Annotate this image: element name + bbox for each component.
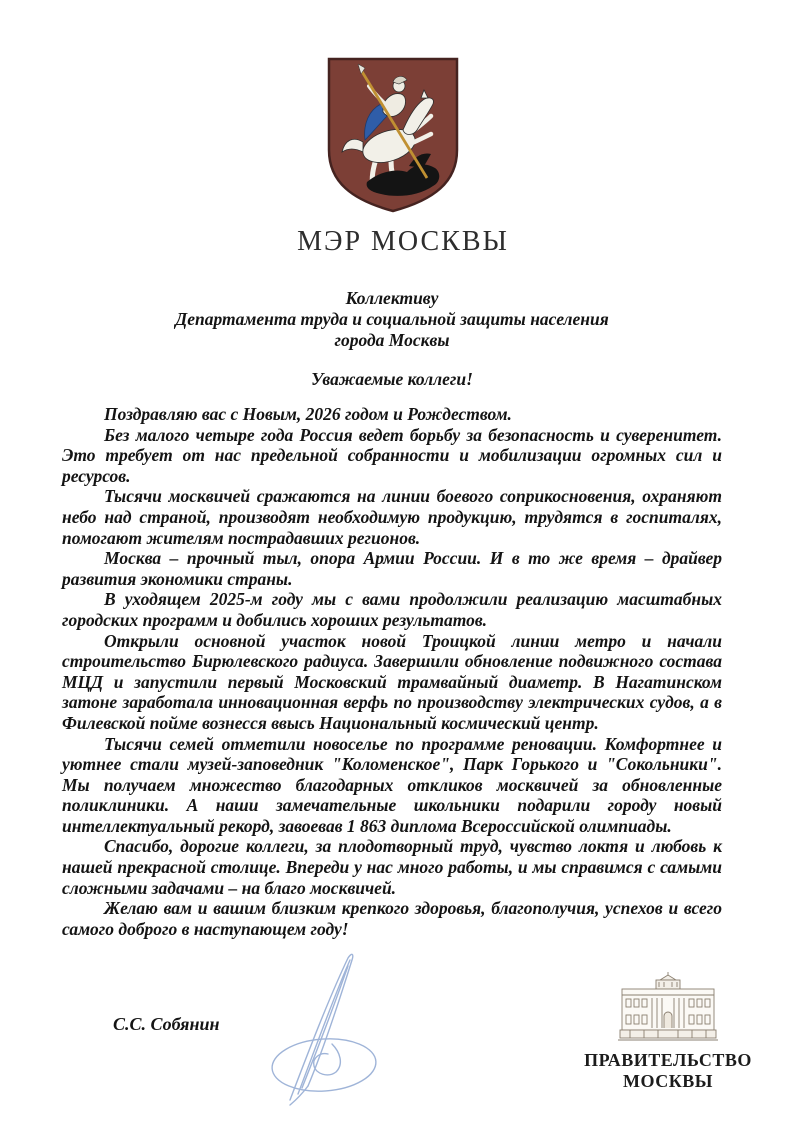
sender-title: МЭР МОСКВЫ: [297, 226, 509, 257]
body-paragraph: Поздравляю вас с Новым, 2026 годом и Рождеством.: [104, 404, 512, 424]
signature-name: С.С. Собянин: [113, 1014, 220, 1034]
org-name-line2: МОСКВЫ: [623, 1071, 713, 1091]
addressee-line: Департамента труда и социальной защиты населения: [175, 309, 609, 329]
org-name-line1: ПРАВИТЕЛЬСТВО: [584, 1050, 752, 1070]
moscow-coat-of-arms-icon: [325, 56, 461, 214]
body-paragraph: Открыли основной участок новой Троицкой линии метро и начали строительство Бирюлевского радиуса. Завершили обновление подвижного состава МЦД и запустили первый Московский трамвайный диаметр. В Нагатинском затоне заработала инновационная верфь по производству электрических судов, а в Филевской пойме вознесся ввысь Национальный космический центр.: [62, 630, 722, 733]
addressee-line: города Москвы: [334, 330, 450, 350]
body-paragraph: В уходящем 2025-м году мы с вами продолжили реализацию масштабных городских программ и добились хороших результатов.: [62, 589, 722, 630]
addressee-line: Коллективу: [345, 288, 439, 308]
body-paragraph: Тысячи москвичей сражаются на линии боевого соприкосновения, охраняют небо над страной, производят необходимую продукцию, трудятся в госпиталях, помогают жителям пострадавших регионов.: [62, 486, 722, 548]
government-logo: [568, 972, 768, 1092]
government-building-icon: [616, 972, 720, 1050]
body-paragraph: Спасибо, дорогие коллеги, за плодотворный труд, чувство локтя и любовь к нашей прекрасной столице. Впереди у нас много работы, и мы справимся с самыми сложными задачами – на благо москвичей.: [62, 836, 722, 898]
salutation: Уважаемые коллеги!: [311, 369, 473, 389]
body-paragraph: Москва – прочный тыл, опора Армии России. И в то же время – драйвер развития экономики страны.: [62, 548, 722, 589]
body-paragraph: Тысячи семей отметили новоселье по программе реновации. Комфортнее и уютнее стали музей-заповедник "Коломенское", Парк Горького и "Сокольники". Мы получаем множество благодарных откликов москвичей за обновленные поликлиники. А наши замечательные школьники подарили городу новый интеллектуальный рекорд, завоевав 1 863 диплома Всероссийской олимпиады.: [62, 733, 722, 836]
addressee-block: [62, 288, 722, 351]
letter-body: [62, 404, 722, 939]
handwritten-signature-icon: [262, 948, 397, 1108]
body-paragraph: Желаю вам и вашим близким крепкого здоровья, благополучия, успехов и всего самого доброго в наступающем году!: [62, 898, 722, 939]
body-paragraph: Без малого четыре года Россия ведет борьбу за безопасность и суверенитет. Это требует от нас предельной собранности и мобилизации огромных сил и ресурсов.: [62, 424, 722, 486]
